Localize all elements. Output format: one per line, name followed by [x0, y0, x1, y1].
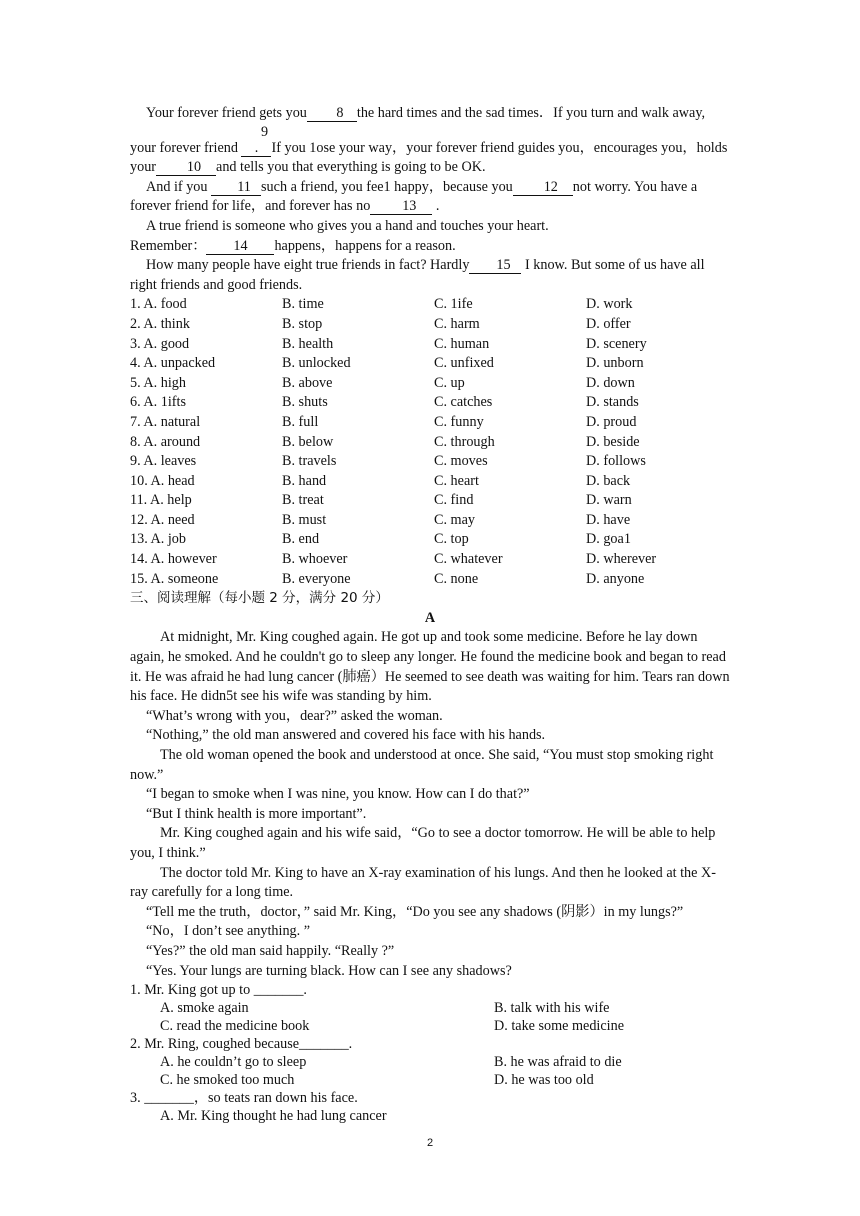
text: And if you	[146, 178, 208, 195]
cloze-paragraph-2	[130, 178, 730, 217]
passage-paragraph: The old woman opened the book and understood at once. She said, “You must stop smoking right now.”	[130, 747, 714, 783]
option: D. back	[586, 472, 631, 489]
option: D. warn	[586, 492, 632, 509]
text: Your forever friend gets you	[146, 105, 307, 121]
passage-paragraph: “What’s wrong with you，dear?” asked the woman.	[146, 707, 443, 724]
option: D. follows	[586, 453, 646, 470]
passage-title: A	[424, 609, 436, 626]
option: 8. A. around	[130, 433, 201, 450]
cloze-paragraph-3: A true friend is someone who gives you a hand and touches your heart.	[146, 217, 549, 234]
option: 2. A. think	[130, 315, 190, 332]
question-options	[130, 1107, 730, 1125]
text: How many people have eight true friends in fact? Hardly	[146, 257, 470, 274]
option: 9. A. leaves	[130, 453, 197, 470]
option: 15. A. someone	[130, 570, 219, 587]
option: C. moves	[434, 453, 488, 470]
text: happens，happens for a reason.	[274, 237, 456, 254]
option: 7. A. natural	[130, 413, 201, 430]
passage-paragraph: “Yes. Your lungs are turning black. How can I see any shadows?	[146, 962, 512, 979]
text: such a friend, you fee1 happy，because you	[261, 178, 513, 195]
page-number: 2	[426, 1137, 434, 1149]
option: A. Mr. King thought he had lung cancer	[160, 1108, 387, 1125]
question-options	[130, 1053, 730, 1089]
text: the hard times and the sad times．If you turn and walk away, your forever friend	[130, 105, 706, 156]
passage-paragraph: “No，I don’t see anything. ”	[146, 923, 311, 940]
cloze-paragraph-1	[130, 104, 730, 178]
option: B. stop	[282, 315, 323, 332]
blank-14: 14	[206, 238, 274, 255]
option: D. stands	[586, 394, 639, 411]
option: C. catches	[434, 394, 493, 411]
option: D. take some medicine	[494, 1018, 625, 1035]
blank-11: 11	[211, 179, 261, 196]
option: C. he smoked too much	[160, 1072, 295, 1089]
option: C. heart	[434, 472, 479, 489]
text: If you 1ose your way，your forever friend guides you，encourages you，holds your	[130, 139, 728, 176]
section-title: 三、阅读理解（每小题 2 分，满分 20 分）	[130, 590, 389, 607]
option: C. read the medicine book	[160, 1018, 310, 1035]
option: A. he couldn’t go to sleep	[160, 1054, 307, 1071]
option: D. scenery	[586, 335, 647, 352]
option: 10. A. head	[130, 472, 195, 489]
option: B. full	[282, 413, 319, 430]
option: B. must	[282, 511, 327, 528]
option: C. find	[434, 492, 474, 509]
blank-10: 10	[156, 159, 216, 176]
text: and tells you that everything is going to be OK.	[216, 159, 486, 176]
option: C. unfixed	[434, 355, 494, 372]
option: B. health	[282, 335, 334, 352]
option: B. shuts	[282, 394, 328, 411]
option: D. wherever	[586, 551, 657, 568]
passage-paragraph: At midnight, Mr. King coughed again. He got up and took some medicine. Before he lay down again, he smoked. And he couldn't go to sleep any longer. He found the medicine book and began to read it. He was afraid he had lung cancer (肺癌）He seemed to see death was waiting for him. Tears ran down his face. He didn5t see his wife was standing by him.	[130, 629, 730, 705]
option: A. smoke again	[160, 1000, 249, 1017]
option: B. hand	[282, 472, 327, 489]
option: C. 1ife	[434, 296, 473, 313]
option: B. above	[282, 374, 333, 391]
option: B. end	[282, 531, 320, 548]
page-content	[130, 104, 730, 1125]
option: B. treat	[282, 492, 324, 509]
passage-paragraph: “But I think health is more important”.	[146, 805, 367, 822]
option: B. he was afraid to die	[494, 1054, 622, 1071]
option: B. everyone	[282, 570, 351, 587]
option: 1. A. food	[130, 296, 187, 313]
question-stem: 3. _______，so teats ran down his face.	[130, 1090, 358, 1107]
option: C. may	[434, 511, 475, 528]
option: B. talk with his wife	[494, 1000, 610, 1017]
option: 11. A. help	[130, 492, 192, 509]
option: C. top	[434, 531, 469, 548]
question-stem: 1. Mr. King got up to _______.	[130, 982, 307, 999]
option: C. through	[434, 433, 495, 450]
passage-paragraph: “I began to smoke when I was nine, you know. How can I do that?”	[146, 786, 530, 803]
option: 4. A. unpacked	[130, 355, 216, 372]
cloze-options-grid	[130, 295, 730, 589]
text: I know. But some of us have all right friends and good friends.	[130, 257, 705, 293]
text: not worry. You have a forever friend for life，and forever has no	[130, 178, 698, 215]
option: D. proud	[586, 413, 637, 430]
question-options	[130, 999, 730, 1035]
passage-paragraph: “Nothing,” the old man answered and covered his face with his hands.	[146, 727, 546, 744]
option: B. time	[282, 296, 324, 313]
option: 6. A. 1ifts	[130, 394, 186, 411]
option: D. down	[586, 374, 635, 391]
option: 14. A. however	[130, 551, 217, 568]
option: C. none	[434, 570, 479, 587]
option: C. harm	[434, 315, 480, 332]
passage-paragraph: The doctor told Mr. King to have an X-ray examination of his lungs. And then he looked at the X-ray carefully for a long time.	[130, 864, 716, 901]
option: 5. A. high	[130, 374, 186, 391]
cloze-paragraph-5	[130, 256, 730, 295]
option: B. unlocked	[282, 355, 351, 372]
option: C. human	[434, 335, 490, 352]
option: B. travels	[282, 453, 337, 470]
option: D. he was too old	[494, 1072, 594, 1089]
blank-13: 13	[370, 198, 432, 215]
option: C. funny	[434, 413, 484, 430]
blank-12: 12	[513, 179, 573, 196]
cloze-paragraph-4	[130, 237, 730, 257]
option: B. whoever	[282, 551, 348, 568]
option: 3. A. good	[130, 335, 190, 352]
option: 12. A. need	[130, 511, 195, 528]
option: D. work	[586, 296, 633, 313]
option: D. beside	[586, 433, 640, 450]
passage-paragraph: Mr. King coughed again and his wife said，“Go to see a doctor tomorrow. He will be able to help you, I think.”	[130, 825, 716, 861]
option: D. offer	[586, 315, 631, 332]
option: D. goa1	[586, 531, 631, 548]
passage-paragraph: “Tell me the truth，doctor，” said Mr. King，“Do you see any shadows (阴影）in my lungs?”	[146, 903, 684, 920]
blank-8: 8	[307, 105, 357, 122]
question-stem: 2. Mr. Ring, coughed because_______.	[130, 1036, 353, 1053]
passage-paragraph: “Yes?” the old man said happily. “Really ?”	[146, 942, 395, 959]
text: .	[435, 198, 440, 215]
option: D. unborn	[586, 355, 644, 372]
blank-15: 15	[469, 257, 521, 274]
option: D. anyone	[586, 570, 645, 587]
option: B. below	[282, 433, 334, 450]
option: C. up	[434, 374, 465, 391]
option: C. whatever	[434, 551, 503, 568]
option: D. have	[586, 511, 631, 528]
blank-9: 9 .	[241, 124, 271, 157]
option: 13. A. job	[130, 531, 186, 548]
text: Remember：	[130, 237, 207, 254]
